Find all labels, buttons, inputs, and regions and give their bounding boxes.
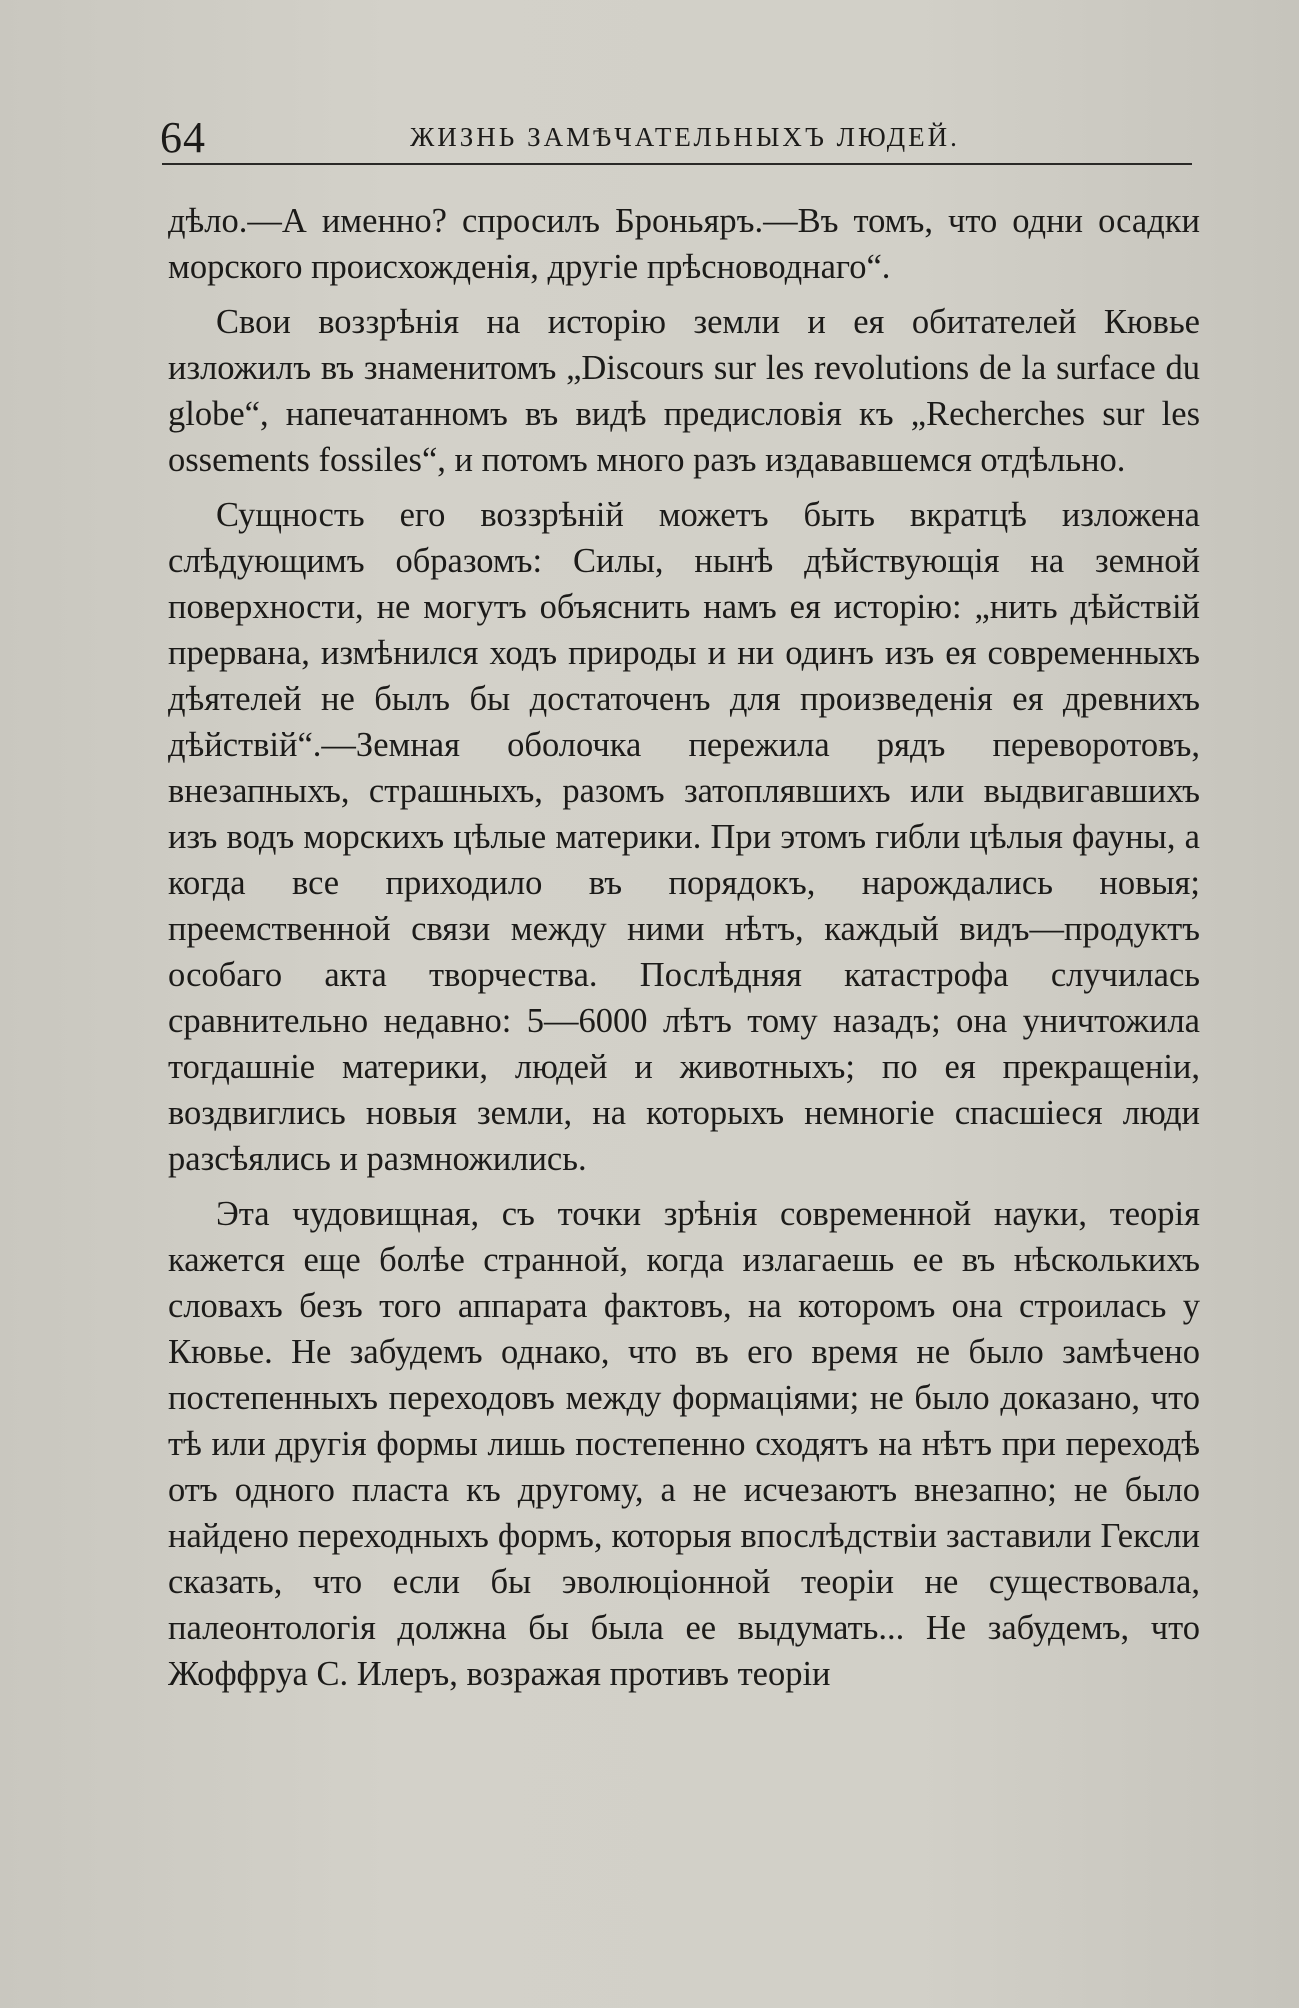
paragraph-cuvier-discours: Свои воззрѣнія на исторію земли и ея обитателей Кювье изложилъ въ знаменитомъ „Discours sur les revolutions de la surface du globe“, напечатанномъ въ видѣ предисловія къ „Recherches sur les ossements fossiles“, и потомъ много разъ издававшемся отдѣльно. [168, 303, 1200, 479]
header-rule [162, 163, 1192, 165]
body-text [168, 198, 1200, 1697]
running-title: ЖИЗНЬ ЗАМѢЧАТЕЛЬНЫХЪ ЛЮДЕЙ. [410, 122, 960, 152]
paragraph-continuation: дѣло.—А именно? спросилъ Броньяръ.—Въ томъ, что одни осадки морского происхожденія, другіе прѣсноводнаго“. [168, 202, 1200, 286]
paragraph-monstrous-theory: Эта чудовищная, съ точки зрѣнія современной науки, теорія кажется еще болѣе странной, когда излагаешь ее въ нѣсколькихъ словахъ безъ того аппарата фактовъ, на которомъ она строилась у Кювье. Не забудемъ однако, что въ его время не было замѣчено постепенныхъ переходовъ между формаціями; не было доказано, что тѣ или другія формы лишь постепенно сходятъ на нѣтъ при переходѣ отъ одного пласта къ другому, а не исчезаютъ внезапно; не было найдено переходныхъ формъ, которыя впослѣдствіи заставили Гексли сказать, что если бы эволюціонной теоріи не существовала, палеонтологія должна бы была ее выдумать... Не забудемъ, что Жоффруа С. Илеръ, возражая противъ теоріи [168, 1195, 1200, 1693]
paragraph-essence-of-views: Сущность его воззрѣній можетъ быть вкратцѣ изложена слѣдующимъ образомъ: Силы, нынѣ дѣйствующія на земной поверхности, не могутъ объяснить намъ ея исторію: „нить дѣйствій прервана, измѣнился ходъ природы и ни одинъ изъ ея современныхъ дѣятелей не былъ бы достаточенъ для произведенія ея древнихъ дѣйствій“.—Земная оболочка пережила рядъ переворотовъ, внезапныхъ, страшныхъ, разомъ затоплявшихъ или выдвигавшихъ изъ водъ морскихъ цѣлые материки. При этомъ гибли цѣлыя фауны, а когда все приходило въ порядокъ, нарождались новыя; преемственной связи между ними нѣтъ, каждый видъ—продуктъ особаго акта творчества. Послѣдняя катастрофа случилась сравнительно недавно: 5—6000 лѣтъ тому назадъ; она уничтожила тогдашніе материки, людей и животныхъ; по ея прекращеніи, воздвиглись новыя земли, на которыхъ немногіе спасшіеся люди разсѣялись и размножились. [168, 496, 1200, 1178]
page-number: 64 [160, 113, 206, 162]
